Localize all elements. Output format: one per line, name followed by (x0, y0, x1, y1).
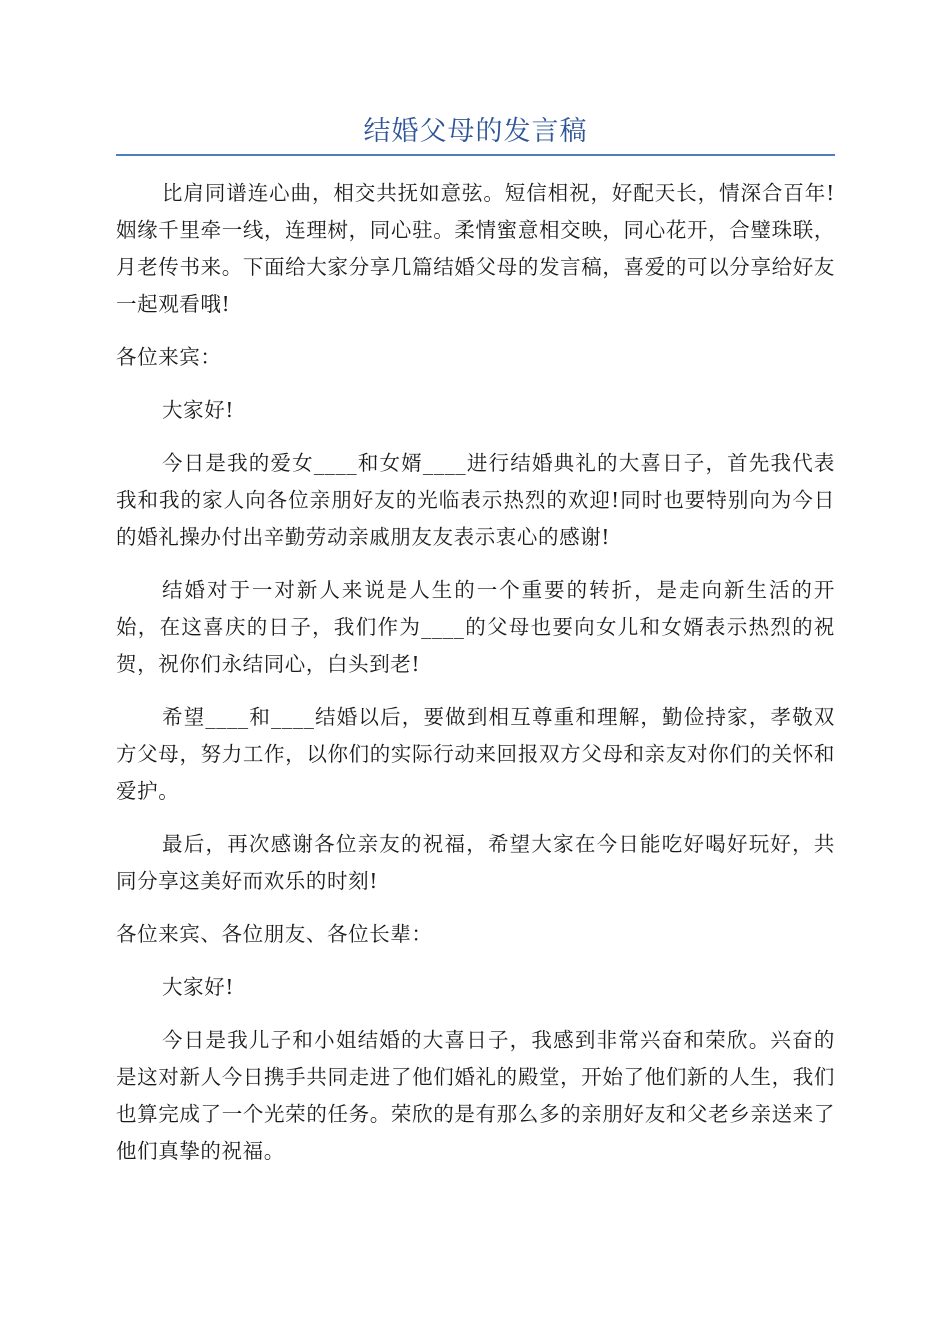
paragraph-congratulation: 结婚对于一对新人来说是人生的一个重要的转折，是走向新生活的开始，在这喜庆的日子，我们作为____的父母也要向女儿和女婿表示热烈的祝贺，祝你们永结同心，白头到老! (116, 578, 835, 676)
paragraph-welcome: 今日是我的爱女____和女婿____进行结婚典礼的大喜日子，首先我代表我和我的家人向各位亲朋好友的光临表示热烈的欢迎!同时也要特别向为今日的婚礼操办付出辛勤劳动亲戚朋友友表示衷心的感谢! (116, 451, 835, 549)
paragraph-salutation-2: 各位来宾、各位朋友、各位长辈： (116, 922, 433, 946)
paragraph-hope: 希望____和____结婚以后，要做到相互尊重和理解，勤俭持家，孝敬双方父母，努力工作，以你们的实际行动来回报双方父母和亲友对你们的关怀和爱护。 (116, 705, 835, 803)
title-underline (116, 154, 835, 156)
paragraph-salutation: 各位来宾： (116, 345, 222, 369)
paragraph-intro: 比肩同谱连心曲，相交共抚如意弦。短信相祝，好配天长，情深合百年!姻缘千里牵一线，连理树，同心驻。柔情蜜意相交映，同心花开，合璧珠联，月老传书来。下面给大家分享几篇结婚父母的发言稿，喜爱的可以分享给好友一起观看哦! (116, 181, 835, 316)
paragraph-greeting-2: 大家好! (162, 975, 235, 999)
document-body (116, 175, 835, 1186)
paragraph-son-wedding: 今日是我儿子和小姐结婚的大喜日子，我感到非常兴奋和荣欣。兴奋的是这对新人今日携手共同走进了他们婚礼的殿堂，开始了他们新的人生，我们也算完成了一个光荣的任务。荣欣的是有那么多的亲朋好友和父老乡亲送来了他们真挚的祝福。 (116, 1028, 835, 1163)
paragraph-greeting: 大家好! (162, 398, 235, 422)
paragraph-thanks: 最后，再次感谢各位亲友的祝福，希望大家在今日能吃好喝好玩好，共同分享这美好而欢乐的时刻! (116, 832, 835, 893)
document-title: 结婚父母的发言稿 (363, 116, 588, 147)
